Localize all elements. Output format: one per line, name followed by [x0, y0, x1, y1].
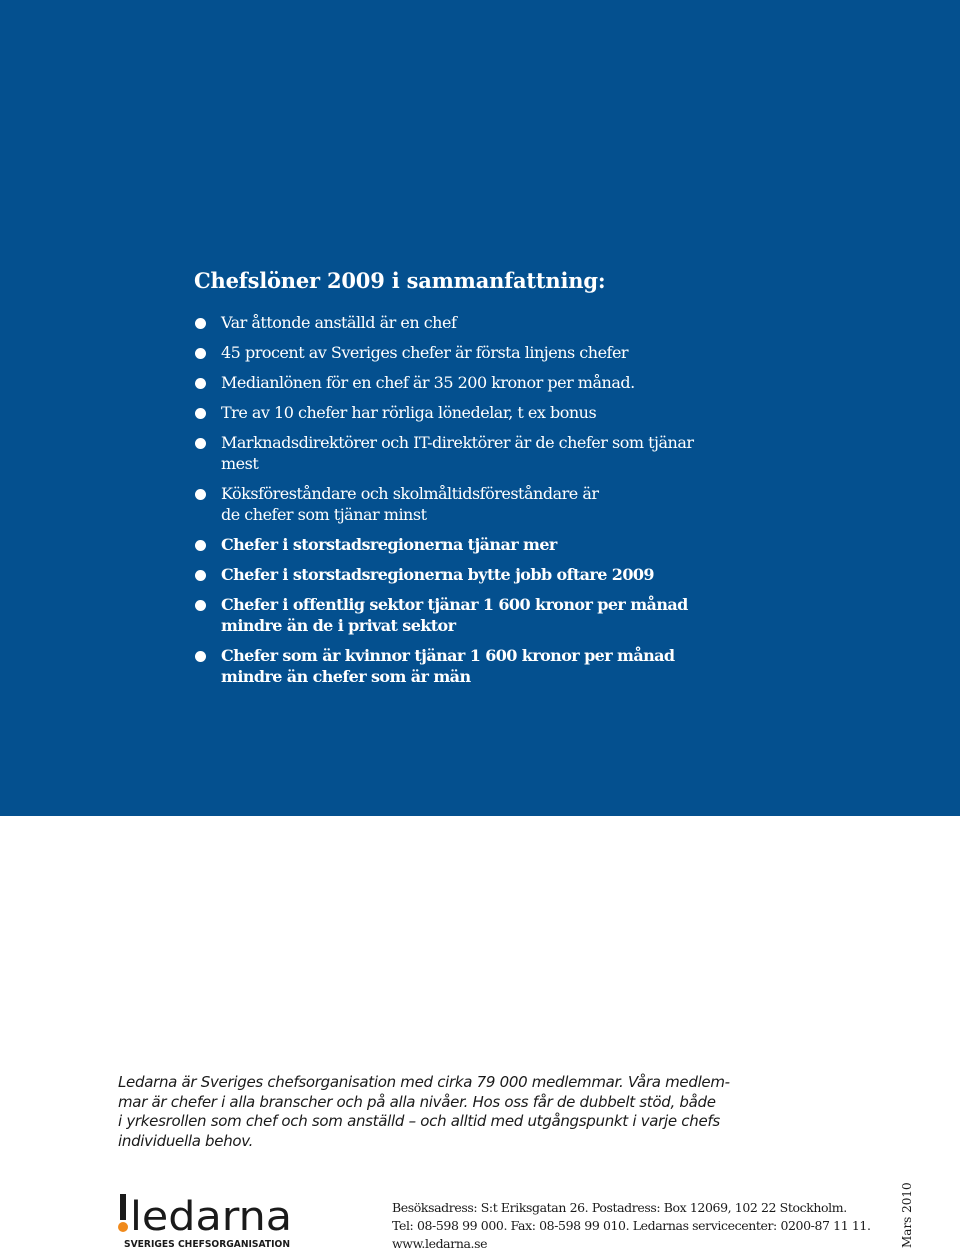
contact-block	[392, 1199, 882, 1248]
bullet-dot-icon	[195, 408, 206, 419]
logo-orange-dot-icon	[118, 1222, 128, 1232]
summary-item	[194, 432, 894, 474]
bullet-dot-icon	[195, 489, 206, 500]
summary-item	[194, 645, 894, 687]
about-paragraph	[118, 1073, 778, 1151]
about-line: individuella behov.	[118, 1131, 254, 1150]
contact-line: Tel: 08-598 99 000. Fax: 08-598 99 010. Ledarnas servicecenter: 0200-87 11 11.	[392, 1218, 871, 1233]
summary-title: Chefslöner 2009 i sammanfattning:	[194, 268, 606, 293]
summary-item	[194, 594, 894, 636]
logo-wordmark: ledarna	[130, 1194, 292, 1240]
website-link[interactable]: www.ledarna.se	[392, 1236, 488, 1248]
summary-item-line: 45 procent av Sveriges chefer är första linjens chefer	[221, 343, 629, 362]
summary-item-line: Marknadsdirektörer och IT-direktörer är de chefer som tjänar	[221, 433, 694, 452]
summary-list	[194, 312, 894, 696]
summary-item	[194, 564, 894, 585]
summary-item-line: Chefer som är kvinnor tjänar 1 600 kronor per månad	[221, 646, 675, 665]
summary-item	[194, 312, 894, 333]
summary-item-line: mindre än de i privat sektor	[221, 616, 456, 635]
summary-item-line: mest	[221, 454, 259, 473]
bullet-dot-icon	[195, 318, 206, 329]
logo-tagline: SVERIGES CHEFSORGANISATION	[124, 1239, 290, 1248]
summary-item-line: Tre av 10 chefer har rörliga lönedelar, t ex bonus	[221, 403, 597, 422]
summary-item-line: Var åttonde anställd är en chef	[221, 313, 457, 332]
summary-item-line: Medianlönen för en chef är 35 200 kronor per månad.	[221, 373, 635, 392]
bullet-dot-icon	[195, 348, 206, 359]
summary-item-line: Chefer i offentlig sektor tjänar 1 600 kronor per månad	[221, 595, 688, 614]
summary-item	[194, 534, 894, 555]
ledarna-logo	[118, 1190, 298, 1248]
date-label: Mars 2010	[900, 1182, 914, 1248]
bullet-dot-icon	[195, 438, 206, 449]
bullet-dot-icon	[195, 651, 206, 662]
summary-item-line: mindre än chefer som är män	[221, 667, 471, 686]
about-line: mar är chefer i alla branscher och på alla nivåer. Hos oss får de dubbelt stöd, både	[118, 1092, 716, 1111]
summary-item	[194, 483, 894, 525]
summary-item-line: Chefer i storstadsregionerna bytte jobb oftare 2009	[221, 565, 654, 584]
logo-i-stem	[120, 1194, 126, 1220]
summary-item-line: de chefer som tjänar minst	[221, 505, 427, 524]
bullet-dot-icon	[195, 570, 206, 581]
summary-item	[194, 372, 894, 393]
summary-item-line: Chefer i storstadsregionerna tjänar mer	[221, 535, 557, 554]
about-line: Ledarna är Sveriges chefsorganisation med cirka 79 000 medlemmar. Våra medlem-	[118, 1073, 730, 1091]
summary-item	[194, 342, 894, 363]
summary-item	[194, 402, 894, 423]
bullet-dot-icon	[195, 378, 206, 389]
summary-item-line: Köksföreståndare och skolmåltidsföreståndare är	[221, 484, 599, 503]
bullet-dot-icon	[195, 600, 206, 611]
contact-line: Besöksadress: S:t Eriksgatan 26. Postadress: Box 12069, 102 22 Stockholm.	[392, 1200, 847, 1215]
about-line: i yrkesrollen som chef och som anställd – och alltid med utgångspunkt i varje chefs	[118, 1112, 720, 1130]
bullet-dot-icon	[195, 540, 206, 551]
